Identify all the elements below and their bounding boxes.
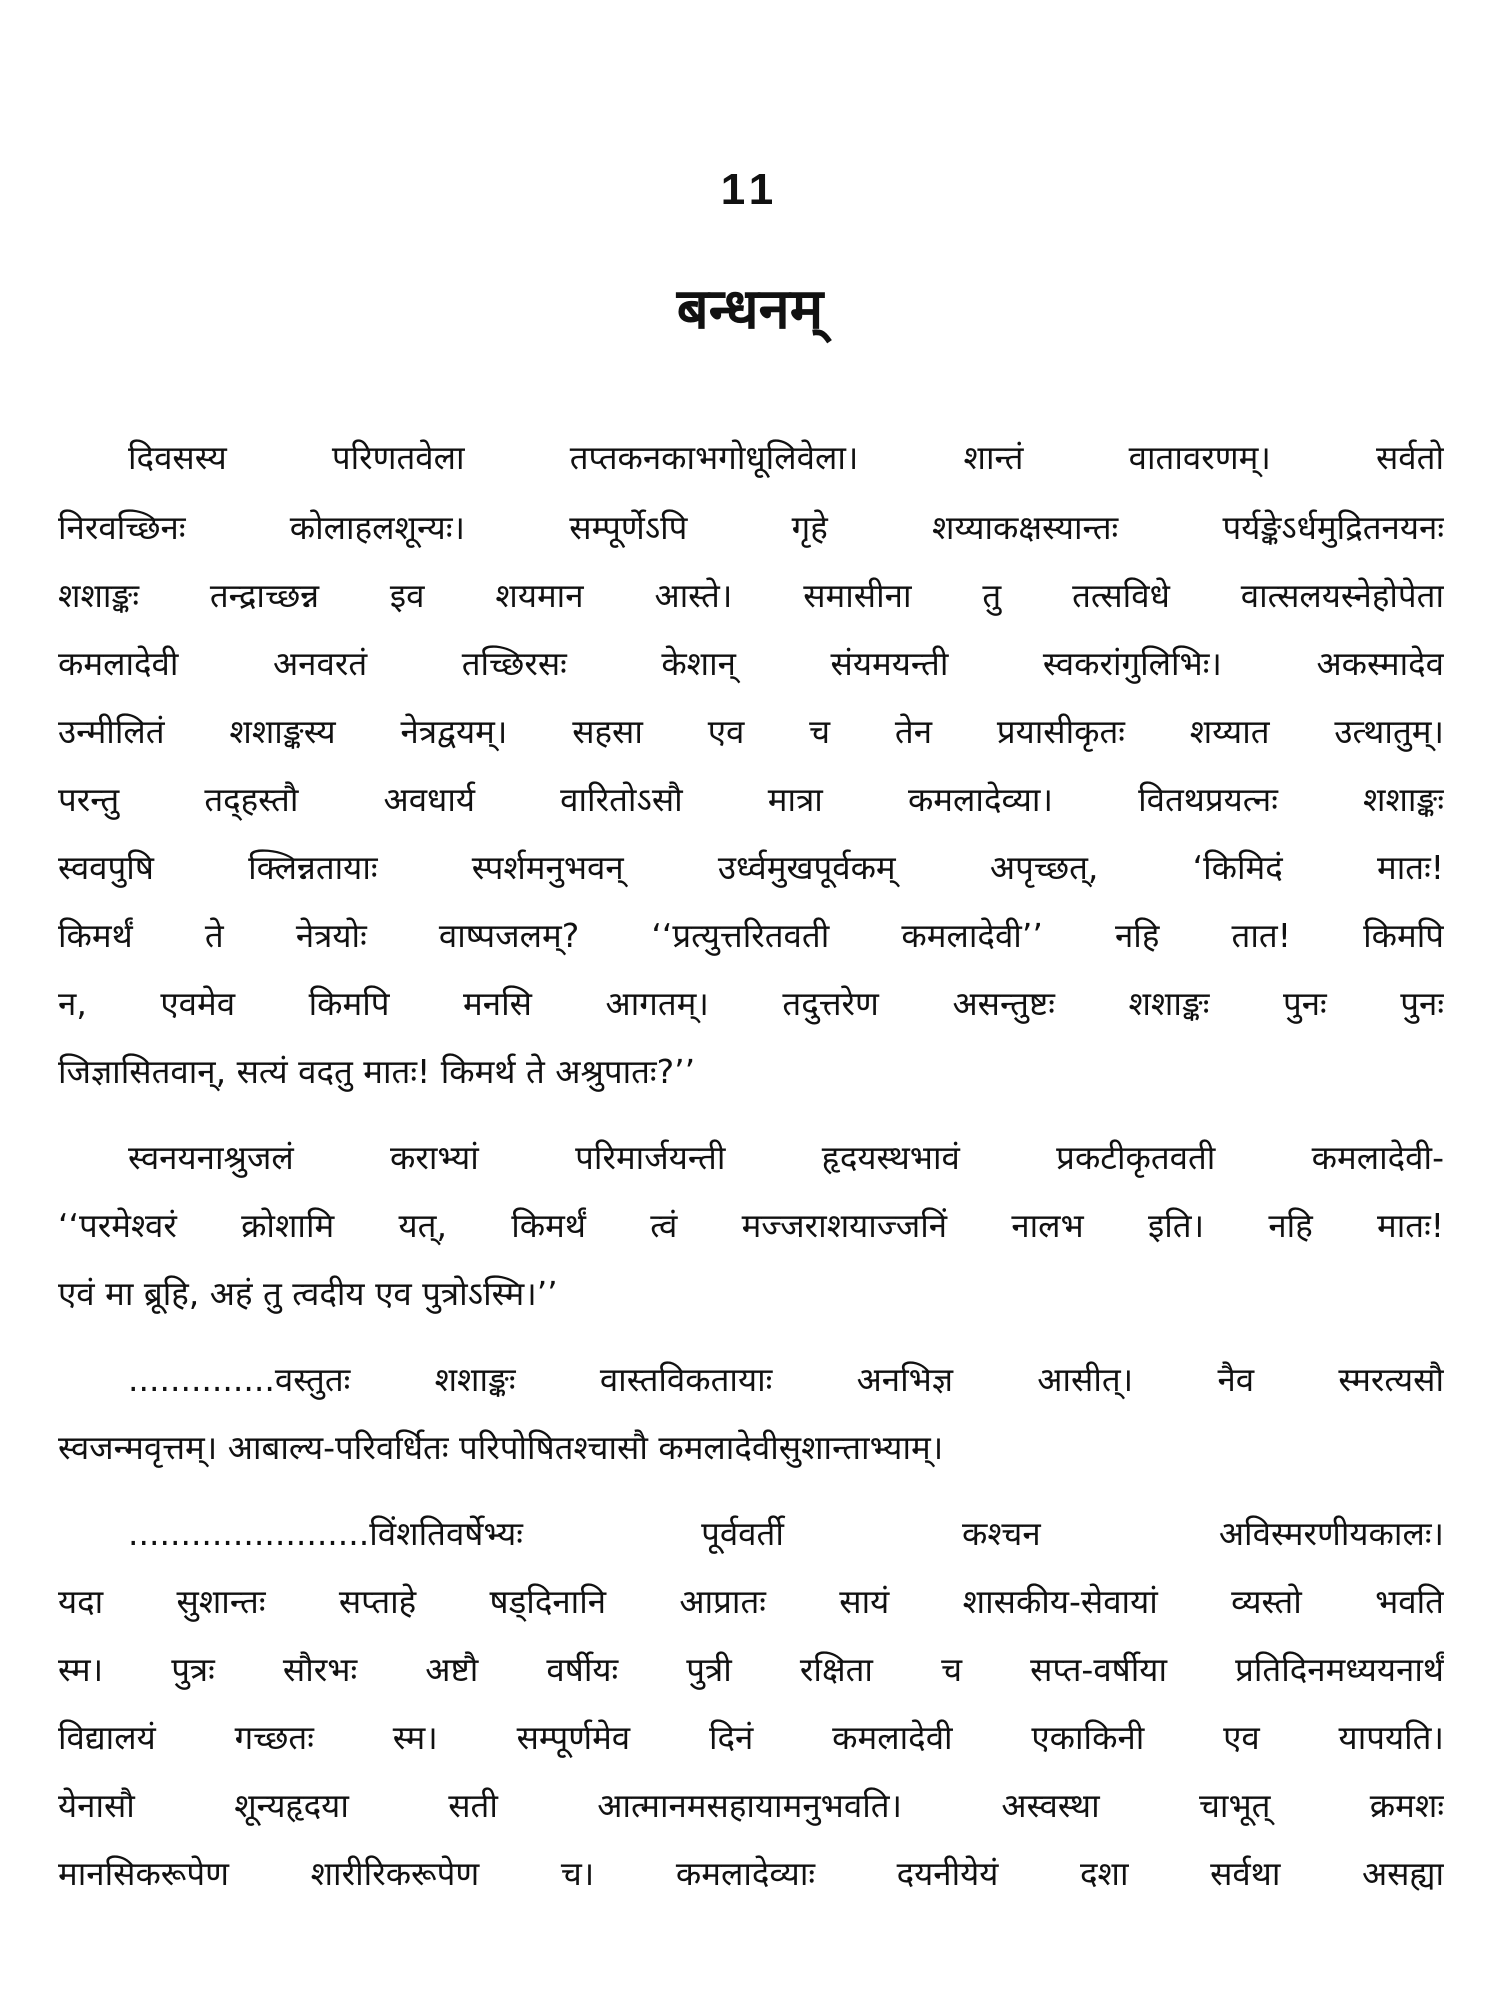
- text-line: ..............वस्तुतः शशाङ्कः वास्तविकतायाः अनभिज्ञ आसीत्। नैव स्मरत्यसौ: [128, 1360, 1444, 1399]
- text-line: स्वनयनाश्रुजलं कराभ्यां परिमार्जयन्ती हृदयस्थभावं प्रकटीकृतवती कमलादेवी-: [128, 1138, 1444, 1177]
- text-line: स्वजन्मवृत्तम्। आबाल्य-परिवर्धितः परिपोषितश्चासौ कमलादेवीसुशान्ताभ्याम्।: [58, 1428, 944, 1467]
- text-line: शशाङ्कः तन्द्राच्छन्न इव शयमान आस्ते। समासीना तु तत्सविधे वात्सलयस्नेहोपेता: [58, 576, 1444, 615]
- text-line: परन्तु तद्हस्तौ अवधार्य वारितोऽसौ मात्रा कमलादेव्या। वितथप्रयत्नः शशाङ्कः: [58, 780, 1444, 819]
- text-line: यदा सुशान्तः सप्ताहे षड्दिनानि आप्रातः सायं शासकीय-सेवायां व्यस्तो भवति: [58, 1582, 1444, 1621]
- text-line: उन्मीलितं शशाङ्कस्य नेत्रद्वयम्। सहसा एव च तेन प्रयासीकृतः शय्यात उत्थातुम्।: [58, 712, 1444, 751]
- chapter-title: बन्धनम्: [676, 277, 824, 342]
- text-line: मानसिकरूपेण शारीरिकरूपेण च। कमलादेव्याः दयनीयेयं दशा सर्वथा असह्या: [58, 1854, 1444, 1893]
- text-line: निरवच्छिनः कोलाहलशून्यः। सम्पूर्णेऽपि गृहे शय्याकक्षस्यान्तः पर्यङ्केऽर्धमुद्रितनयनः: [58, 508, 1444, 547]
- text-line: न, एवमेव किमपि मनसि आगतम्। तदुत्तरेण असन्तुष्टः शशाङ्कः पुनः पुनः: [58, 984, 1444, 1023]
- text-line: स्म। पुत्रः सौरभः अष्टौ वर्षीयः पुत्री रक्षिता च सप्त-वर्षीया प्रतिदिनमध्ययनार्थं: [58, 1650, 1444, 1689]
- text-line: .......................विंशतिवर्षेभ्यः पूर्ववर्ती कश्चन अविस्मरणीयकालः।: [128, 1514, 1444, 1553]
- text-line: दिवसस्य परिणतवेला तप्तकनकाभगोधूलिवेला। शान्तं वातावरणम्। सर्वतो: [128, 438, 1444, 477]
- text-line: कमलादेवी अनवरतं तच्छिरसः केशान् संयमयन्ती स्वकरांगुलिभिः। अकस्मादेव: [58, 644, 1444, 683]
- chapter-number: 11: [720, 165, 780, 214]
- text-line: ‘‘परमेश्वरं क्रोशामि यत्, किमर्थं त्वं मज्जराशयाज्जनिं नालभ इति। नहि मातः!: [58, 1206, 1444, 1245]
- text-line: विद्यालयं गच्छतः स्म। सम्पूर्णमेव दिनं कमलादेवी एकाकिनी एव यापयति।: [58, 1718, 1444, 1757]
- text-line: स्ववपुषि क्लिन्नतायाः स्पर्शमनुभवन् उर्ध्वमुखपूर्वकम् अपृच्छत्, ‘किमिदं मातः!: [58, 848, 1444, 887]
- text-line: किमर्थं ते नेत्रयोः वाष्पजलम्? ‘‘प्रत्युत्तरितवती कमलादेवी’’ नहि तात! किमपि: [58, 916, 1444, 955]
- text-line: जिज्ञासितवान्, सत्यं वदतु मातः! किमर्थ ते अश्रुपातः?’’: [58, 1052, 696, 1091]
- text-line: एवं मा ब्रूहि, अहं तु त्वदीय एव पुत्रोऽस्मि।’’: [58, 1274, 558, 1313]
- text-line: येनासौ शून्यहृदया सती आत्मानमसहायामनुभवति। अस्वस्था चाभूत् क्रमशः: [58, 1786, 1444, 1825]
